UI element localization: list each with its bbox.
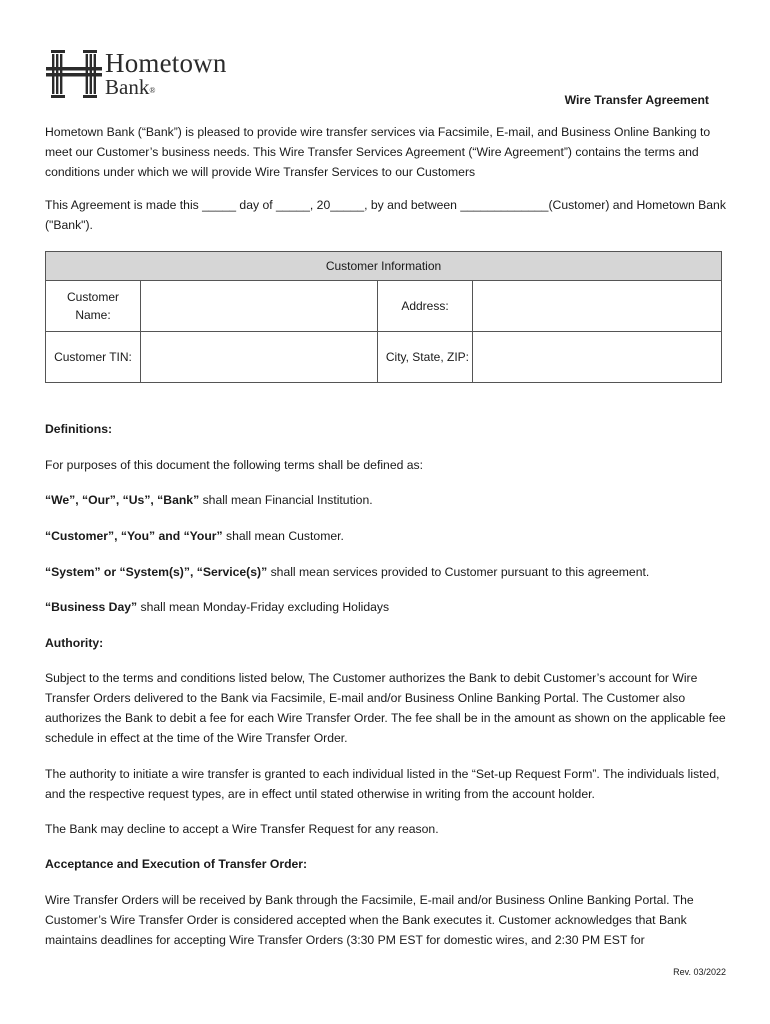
customer-information-table: [45, 251, 722, 383]
logo-wordmark-hometown: Hometown: [105, 48, 227, 78]
definition-item: “We”, “Our”, “Us”, “Bank” shall mean Financial Institution.: [45, 493, 373, 507]
authority-paragraph-2: The authority to initiate a wire transfer is granted to each individual listed in the “Set-up Request Form”. The individuals listed, and the respective request types, are in effect until stated otherwise in writing from the account holder.: [45, 767, 720, 801]
customer-name-field[interactable]: [141, 281, 378, 332]
agreement-date-line: This Agreement is made this _____ day of _____, 20_____, by and between _____________(Customer) and Hometown Bank ("Bank").: [45, 198, 726, 232]
customer-tin-label: Customer TIN:: [46, 332, 141, 383]
city-state-zip-field[interactable]: [473, 332, 722, 383]
definitions-heading: Definitions:: [45, 422, 113, 436]
address-label: Address:: [378, 281, 473, 332]
hometown-logo-icon: [46, 48, 102, 100]
acceptance-paragraph-1: Wire Transfer Orders will be received by Bank through the Facsimile, E-mail and/or Business Online Banking Portal. The Customer’s Wire Transfer Order is considered accepted when the Bank executes it. Customer acknowledges that Bank maintains deadlines for accepting Wire Transfer Orders (3:30 PM EST for domestic wires, and 2:30 PM EST for: [45, 893, 694, 947]
customer-name-label: Customer Name:: [46, 281, 141, 332]
revision-footer: Rev. 03/2022: [673, 967, 726, 977]
logo-wordmark-bank: Bank®: [105, 75, 156, 99]
definition-item: “Customer”, “You” and “Your” shall mean Customer.: [45, 529, 344, 543]
acceptance-heading: Acceptance and Execution of Transfer Order:: [45, 857, 308, 871]
authority-heading: Authority:: [45, 636, 104, 650]
definitions-lead: For purposes of this document the following terms shall be defined as:: [45, 458, 424, 472]
city-state-zip-label: City, State, ZIP:: [378, 332, 473, 383]
bank-logo: [46, 48, 236, 100]
authority-paragraph-3: The Bank may decline to accept a Wire Transfer Request for any reason.: [45, 822, 439, 836]
intro-paragraph: Hometown Bank (“Bank”) is pleased to provide wire transfer services via Facsimile, E-mail, and Business Online Banking to meet our Customer’s business needs. This Wire Transfer Services Agreement (“Wire Agreement”) contains the terms and conditions under which we will provide Wire Transfer Services to our Customers: [45, 125, 711, 179]
definition-item: “System” or “System(s)”, “Service(s)” shall mean services provided to Customer pursuant to this agreement.: [45, 565, 650, 579]
document-title: Wire Transfer Agreement: [564, 93, 709, 107]
authority-paragraph-1: Subject to the terms and conditions listed below, The Customer authorizes the Bank to debit Customer’s account for Wire Transfer Orders delivered to the Bank via Facsimile, E-mail and/or Business Online Banking Portal. The Customer also authorizes the Bank to debit a fee for each Wire Transfer Order. The fee shall be in the amount as shown on the applicable fee schedule in effect at the time of the Wire Transfer Order.: [45, 671, 726, 745]
definition-item: “Business Day” shall mean Monday-Friday excluding Holidays: [45, 600, 390, 614]
customer-tin-field[interactable]: [141, 332, 378, 383]
address-field[interactable]: [473, 281, 722, 332]
customer-information-header: Customer Information: [46, 252, 722, 281]
